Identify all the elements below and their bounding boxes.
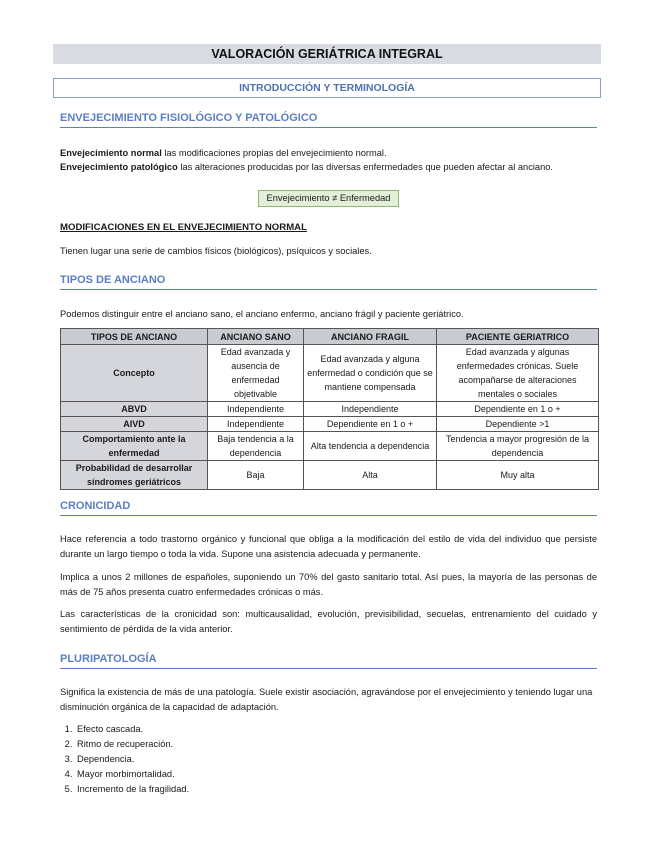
table-cell: Alta [304,461,437,490]
definition-normal-text: las modificaciones propias del envejecimiento normal. [161,148,387,158]
table-row [61,417,599,432]
table-row-label: ABVD [61,402,208,417]
modificaciones-text: Tienen lugar una serie de cambios físicos (biológicos), psíquicos y sociales. [60,246,372,256]
table-header: ANCIANO FRAGIL [304,329,437,345]
formula-box: Envejecimiento ≠ Enfermedad [258,190,399,207]
list-item: 4. Mayor morbimortalidad. [75,767,189,782]
table-cell: Muy alta [437,461,599,490]
definition-patologico [60,160,597,175]
table-cell: Dependiente >1 [437,417,599,432]
cronicidad-p2: Implica a unos 2 millones de españoles, suponiendo un 70% del gasto sanitario total. Así pues, la mayoría de las personas de más de 75 años presenta cuatro enfermedades crónicas o más. [60,572,597,597]
list-item: 1. Efecto cascada. [75,722,189,737]
document-title: VALORACIÓN GERIÁTRICA INTEGRAL [53,44,601,64]
list-item: 2. Ritmo de recuperación. [75,737,189,752]
table-row-label: Probabilidad de desarrollar síndromes geriátricos [61,461,208,490]
table-row-label: Concepto [61,345,208,402]
section-subtitle: INTRODUCCIÓN Y TERMINOLOGÍA [53,78,601,98]
table-cell: Alta tendencia a dependencia [304,432,437,461]
heading-pluripatologia: PLURIPATOLOGÍA [60,653,597,669]
table-cell: Tendencia a mayor progresión de la dependencia [437,432,599,461]
cronicidad-p3: Las características de la cronicidad son: multicausalidad, evolución, previsibilidad, secuelas, entrenamiento del cuidado y sentimiento de pérdida de la vida anterior. [60,609,597,634]
table-cell: Edad avanzada y algunas enfermedades crónicas. Suele acompañarse de alteraciones mentales o sociales [437,345,599,402]
heading-tipos: TIPOS DE ANCIANO [60,274,597,290]
term-patologico: Envejecimiento patológico [60,162,178,172]
subheading-modificaciones: MODIFICACIONES EN EL ENVEJECIMIENTO NORMAL [60,222,307,233]
cronicidad-p1: Hace referencia a todo trastorno orgánico y funcional que obliga a la modificación del estilo de vida del individuo que persiste durante un largo tiempo o toda la vida. Supone una asistencia adecuada y permanente. [60,534,597,559]
table-cell: Baja tendencia a la dependencia [208,432,304,461]
table-header: ANCIANO SANO [208,329,304,345]
table-cell: Independiente [304,402,437,417]
pluripatologia-list [60,722,189,797]
table-row [61,402,599,417]
table-cell: Independiente [208,417,304,432]
table-cell: Dependiente en 1 o + [304,417,437,432]
table-cell: Dependiente en 1 o + [437,402,599,417]
definition-normal [60,146,597,161]
tipos-intro: Podemos distinguir entre el anciano sano, el anciano enfermo, anciano frágil y paciente geriátrico. [60,309,464,319]
table-header-row [61,329,599,345]
definition-patologico-text: las alteraciones producidas por las diversas enfermedades que pueden afectar al anciano. [177,162,554,172]
heading-cronicidad: CRONICIDAD [60,500,597,516]
list-item: 3. Dependencia. [75,752,189,767]
table-row [61,345,599,402]
table-cell: Edad avanzada y alguna enfermedad o condición que se mantiene compensada [304,345,437,402]
table-header: TIPOS DE ANCIANO [61,329,208,345]
table-row-label: AIVD [61,417,208,432]
tipos-table [60,328,599,490]
table-row [61,432,599,461]
table-row-label: Comportamiento ante la enfermedad [61,432,208,461]
pluripatologia-p1: Significa la existencia de más de una patología. Suele existir asociación, agravándose por el envejecimiento y teniendo lugar una disminución orgánica de la capacidad de adaptación. [60,687,593,712]
table-cell: Edad avanzada y ausencia de enfermedad objetivable [208,345,304,402]
table-row [61,461,599,490]
table-cell: Independiente [208,402,304,417]
heading-envejecimiento: ENVEJECIMIENTO FISIOLÓGICO Y PATOLÓGICO [60,112,597,128]
table-cell: Baja [208,461,304,490]
table-header: PACIENTE GERIATRICO [437,329,599,345]
list-item: 5. Incremento de la fragilidad. [75,782,189,797]
term-normal: Envejecimiento normal [60,148,162,158]
